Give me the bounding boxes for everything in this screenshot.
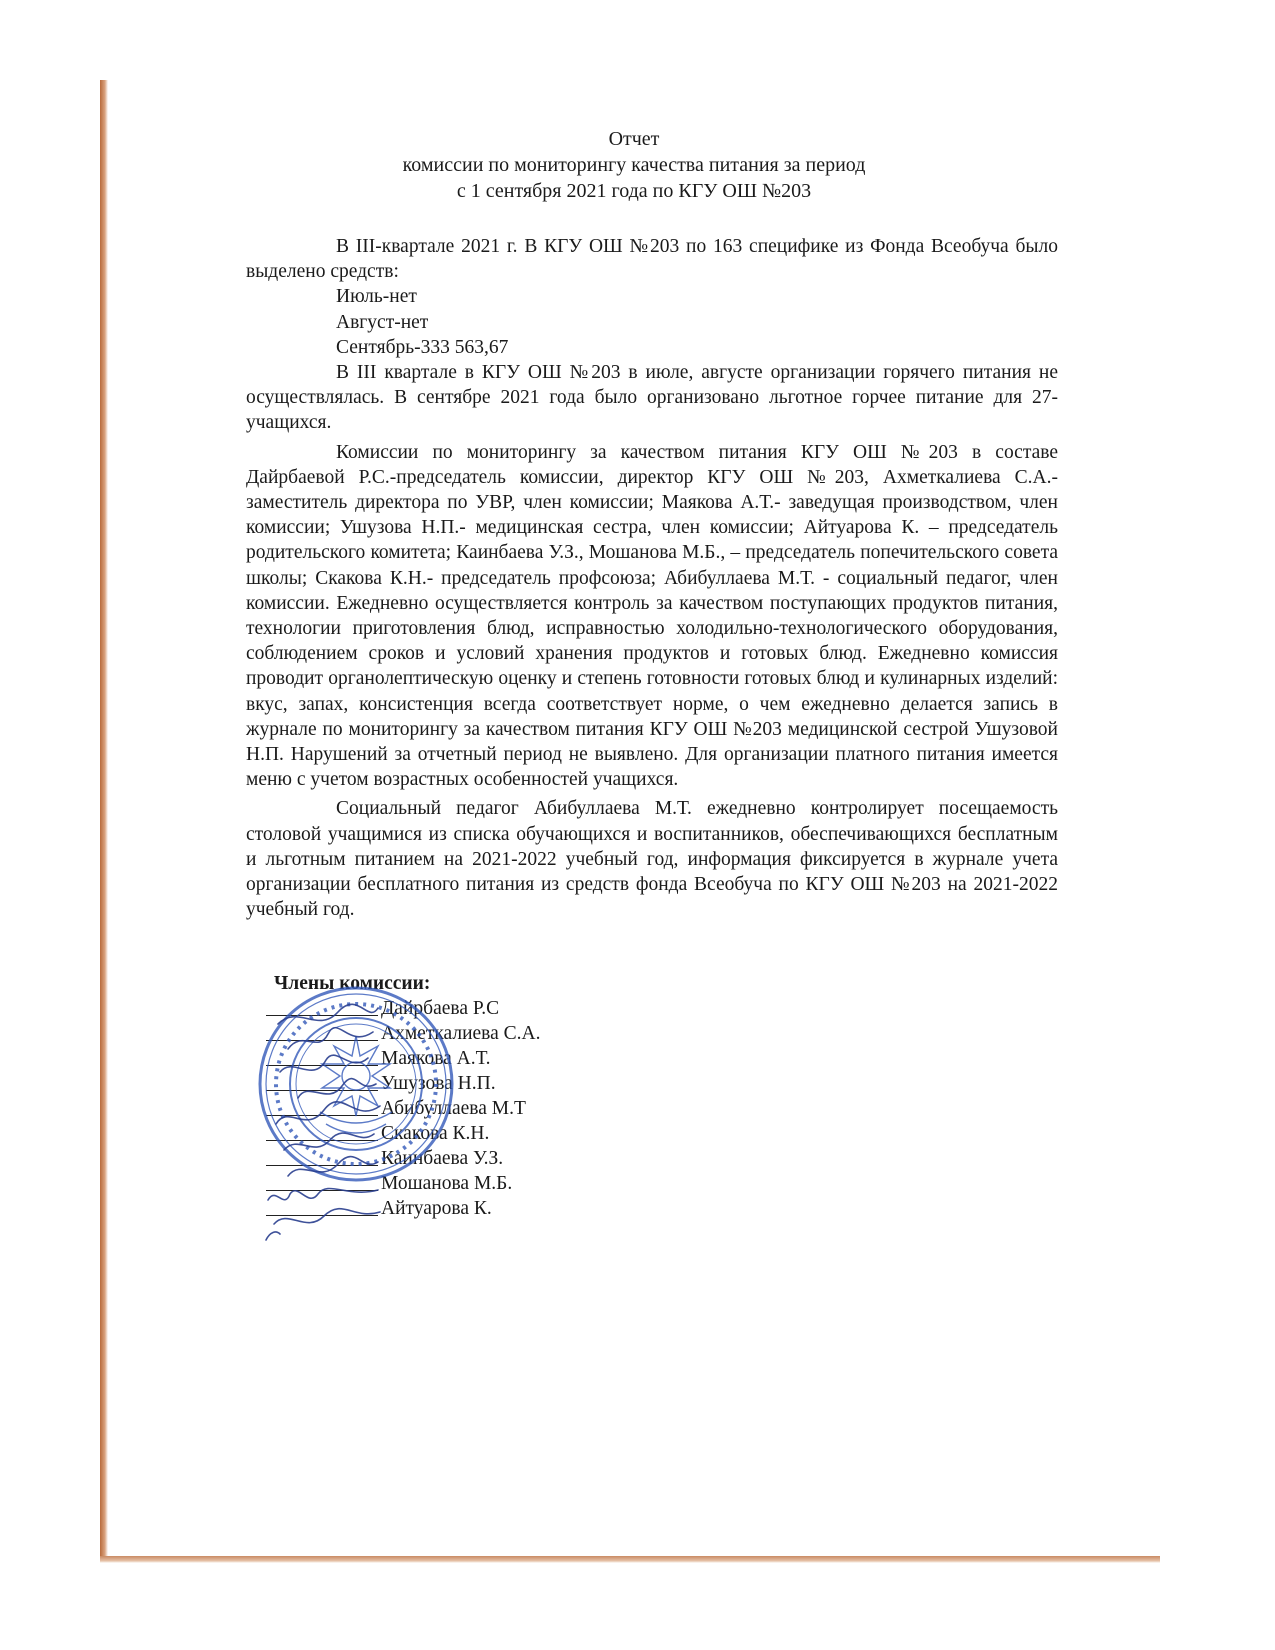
signature-line (266, 1140, 378, 1141)
member-name: Маякова А.Т. (381, 1048, 491, 1069)
document-subtitle-line1: комиссии по мониторингу качества питания за период (402, 154, 866, 176)
member-name: Скакова К.Н. (381, 1123, 490, 1144)
member-row (266, 1196, 686, 1221)
document-subtitle-line2: с 1 сентября 2021 года по КГУ ОШ №203 (456, 180, 812, 202)
document-body (246, 234, 1058, 922)
commission-members (266, 972, 686, 1221)
signature-line (266, 1165, 378, 1166)
signature-line (266, 1215, 378, 1216)
document-title: Отчет (608, 128, 660, 150)
paragraph-funding: В III-квартале 2021 г. В КГУ ОШ №203 по 163 специфике из Фонда Всеобуча было выделено средств: (246, 236, 1058, 283)
member-row (266, 1096, 686, 1121)
signature-line (266, 1090, 378, 1091)
signature-line (266, 1065, 378, 1066)
paragraph-quarter-summary: В III квартале в КГУ ОШ №203 в июле, августе организации горячего питания не осуществлялась. В сентябре 2021 года было организовано льготное горчее питание для 27-учащихся. (246, 362, 1058, 434)
member-row (266, 1146, 686, 1171)
member-name: Ушузова Н.П. (381, 1073, 496, 1094)
scan-edge-left (100, 80, 108, 1560)
signature-line (266, 1040, 378, 1041)
member-name: Мошанова М.Б. (381, 1173, 513, 1194)
signature-line (266, 1115, 378, 1116)
month-july-line: Июль-нет (336, 286, 417, 308)
paragraph-commission: Комиссии по мониторингу за качеством питания КГУ ОШ №203 в составе Дайрбаевой Р.С.-председатель комиссии, директор КГУ ОШ №203, Ахметкалиева С.А.- заместитель директора по УВР, член комиссии; Маякова А.Т.- заведущая производством, член комиссии; Ушузова Н.П.- медицинская сестра, член комиссии; Айтуарова К. – председатель родительского комитета; Каинбаева У.З., Мошанова М.Б., – председатель попечительского совета школы; Скакова К.Н.- председатель профсоюза; Абибуллаева М.Т. - социальный педагог, член комиссии. Ежедневно осуществляется контроль за качеством поступающих продуктов питания, технологии приготовления блюд, исправностью холодильно-технологического оборудования, соблюдением сроков и условий хранения продуктов и готовых блюд. Ежедневно комиссия проводит органолептическую оценку и степень готовности готовых блюд и кулинарных изделий: вкус, запах, консистенция всегда соответствует норме, о чем ежедневно делается запись в журнале по мониторингу за качеством питания КГУ ОШ №203 медицинской сестрой Ушузовой Н.П. Нарушений за отчетный период не выявлено. Для организации платного питания имеется меню с учетом возрастных особенностей учащихся. (246, 441, 1058, 791)
signature-line (266, 1190, 378, 1191)
document-header (108, 126, 1160, 204)
scan-edge-bottom (100, 1556, 1160, 1563)
month-september-line: Сентябрь-333 563,67 (336, 336, 509, 358)
member-name: Каинбаева У.З. (381, 1148, 504, 1169)
month-august-line: Август-нет (336, 311, 429, 333)
member-name: Ахметкалиева С.А. (381, 1023, 541, 1044)
member-row (266, 1071, 686, 1096)
paragraph-social-pedagogue: Социальный педагог Абибуллаева М.Т. ежедневно контролирует посещаемость столовой учащимися из списка обучающихся и воспитанников, обеспечивающихся бесплатным и льготным питанием на 2021-2022 учебный год, информация фиксируется в журнале учета организации бесплатного питания из средств фонда Всеобуча по КГУ ОШ №203 на 2021-2022 учебный год. (246, 798, 1058, 921)
members-title: Члены комиссии: (274, 973, 431, 994)
member-row (266, 1021, 686, 1046)
member-row (266, 1121, 686, 1146)
member-name: Айтуарова К. (381, 1198, 492, 1219)
member-name: Дайрбаева Р.С (381, 998, 500, 1019)
member-row (266, 1171, 686, 1196)
member-row (266, 1046, 686, 1071)
signature-line (266, 1015, 378, 1016)
member-row (266, 996, 686, 1021)
member-name: Абибуллаева М.Т (381, 1098, 526, 1119)
document-page (108, 80, 1160, 1556)
